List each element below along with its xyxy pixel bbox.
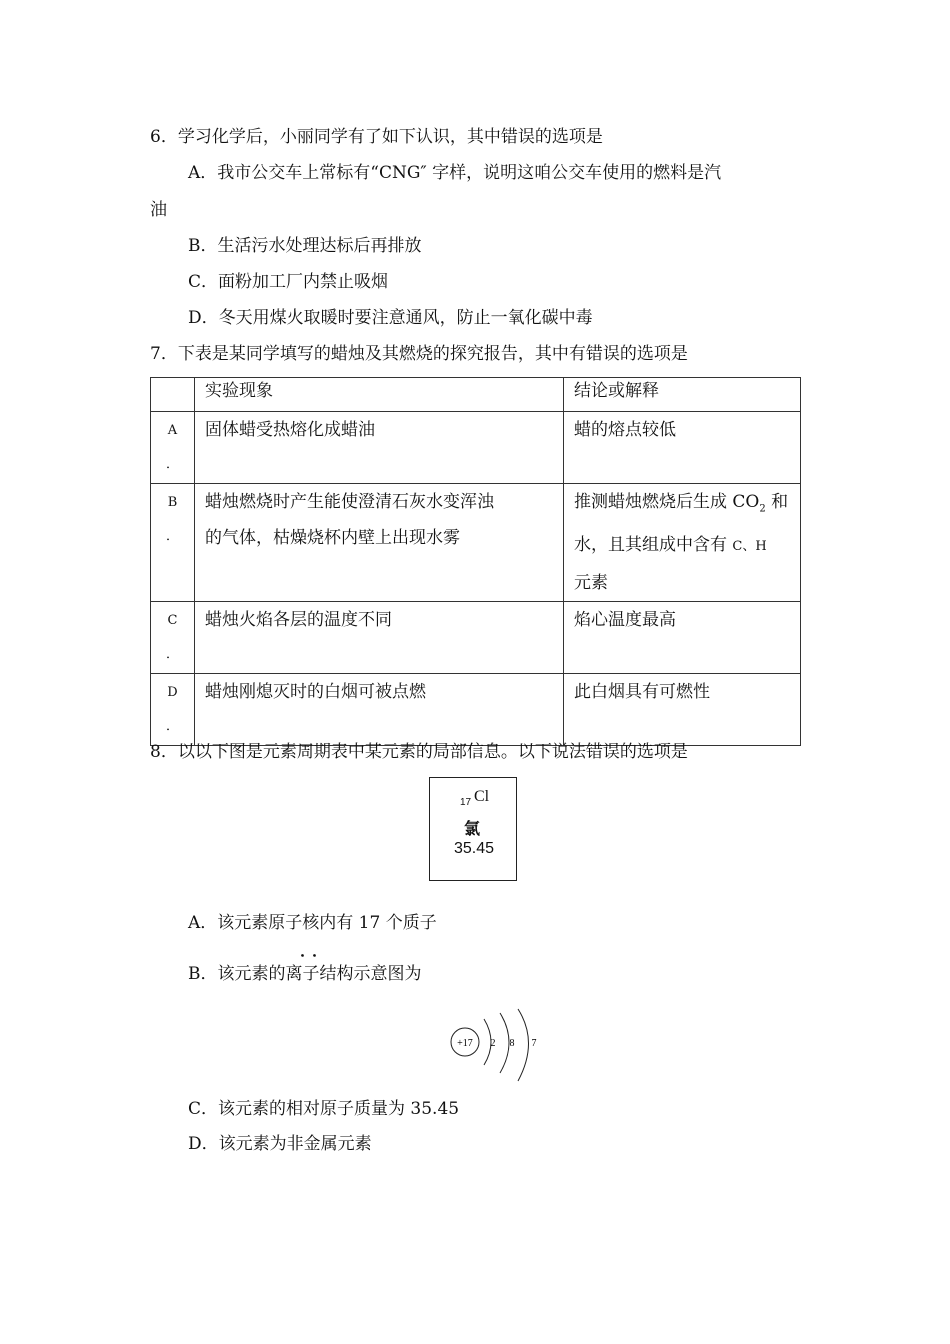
row-observation: 蜡烛燃烧时产生能使澄清石灰水变浑浊 的气体，枯燥烧杯内壁上出现水雾 bbox=[195, 484, 564, 602]
table-row bbox=[151, 602, 801, 674]
row-observation: 蜡烛刚熄灭时的白烟可被点燃 bbox=[195, 674, 564, 746]
q6-option-a-line2: 油 bbox=[150, 200, 167, 220]
q6-option-c: C．面粉加工厂内禁止吸烟 bbox=[188, 272, 389, 292]
row-letter: B ． bbox=[151, 484, 195, 602]
row-observation: 蜡烛火焰各层的温度不同 bbox=[195, 602, 564, 674]
row-conclusion: 蜡的熔点较低 bbox=[564, 412, 801, 484]
atomic-number: 17 bbox=[460, 797, 472, 808]
header-conclusion: 结论或解释 bbox=[564, 378, 801, 412]
element-symbol: Cl bbox=[474, 788, 490, 805]
q8-option-a: A．该元素原子核内有 17 个质子 bbox=[188, 913, 437, 933]
row-conclusion: 焰心温度最高 bbox=[564, 602, 801, 674]
q6-option-a-line1: A．我市公交车上常标有“CNG″ 字样，说明这咱公交车使用的燃料是汽 bbox=[188, 163, 722, 183]
q8-option-d: D．该元素为非金属元素 bbox=[188, 1134, 372, 1154]
q8-stem: 8．以以下图是元素周期表中某元素的局部信息。以下说法错误的选项是 bbox=[150, 742, 688, 762]
q8-option-c: C．该元素的相对原子质量为 35.45 bbox=[188, 1099, 460, 1119]
atomic-mass: 35.45 bbox=[454, 840, 495, 857]
row-observation: 固体蜡受热熔化成蜡油 bbox=[195, 412, 564, 484]
shell-1-count: 2 bbox=[490, 1038, 496, 1049]
table-header-row bbox=[151, 378, 801, 412]
table-row bbox=[151, 484, 801, 602]
header-blank-cell bbox=[151, 378, 195, 412]
q6-stem: 6．学习化学后，小丽同学有了如下认识，其中错误的选项是 bbox=[150, 127, 603, 147]
nucleus-charge: +17 bbox=[457, 1038, 473, 1049]
row-letter: D ． bbox=[151, 674, 195, 746]
emphasis-dots: ．． bbox=[300, 941, 333, 960]
q7-stem: 7．下表是某同学填写的蜡烛及其燃烧的探究报告，其中有错误的选项是 bbox=[150, 344, 688, 364]
row-letter: A ． bbox=[151, 412, 195, 484]
element-name: 氯 bbox=[464, 819, 481, 838]
row-conclusion: 推测蜡烛燃烧后生成 $CO_2$ 和 水，且其组成中含有 C、H 元素 bbox=[564, 484, 801, 602]
q7-report-table bbox=[150, 377, 801, 746]
shell-2-count: 8 bbox=[509, 1038, 515, 1049]
electron-shell-3 bbox=[518, 1009, 529, 1081]
element-card bbox=[429, 777, 517, 881]
table-row bbox=[151, 412, 801, 484]
q6-option-b: B．生活污水处理达标后再排放 bbox=[188, 236, 422, 256]
header-observation: 实验现象 bbox=[195, 378, 564, 412]
q8-option-b: B．该元素的离子结构示意图为 bbox=[188, 964, 422, 984]
q6-option-d: D．冬天用煤火取暖时要注意通风，防止一氧化碳中毒 bbox=[188, 308, 593, 328]
table-row bbox=[151, 674, 801, 746]
ion-structure-diagram bbox=[446, 1005, 546, 1085]
row-conclusion: 此白烟具有可燃性 bbox=[564, 674, 801, 746]
row-letter: C ． bbox=[151, 602, 195, 674]
shell-3-count: 7 bbox=[531, 1038, 537, 1049]
electron-shell-2 bbox=[500, 1013, 509, 1073]
